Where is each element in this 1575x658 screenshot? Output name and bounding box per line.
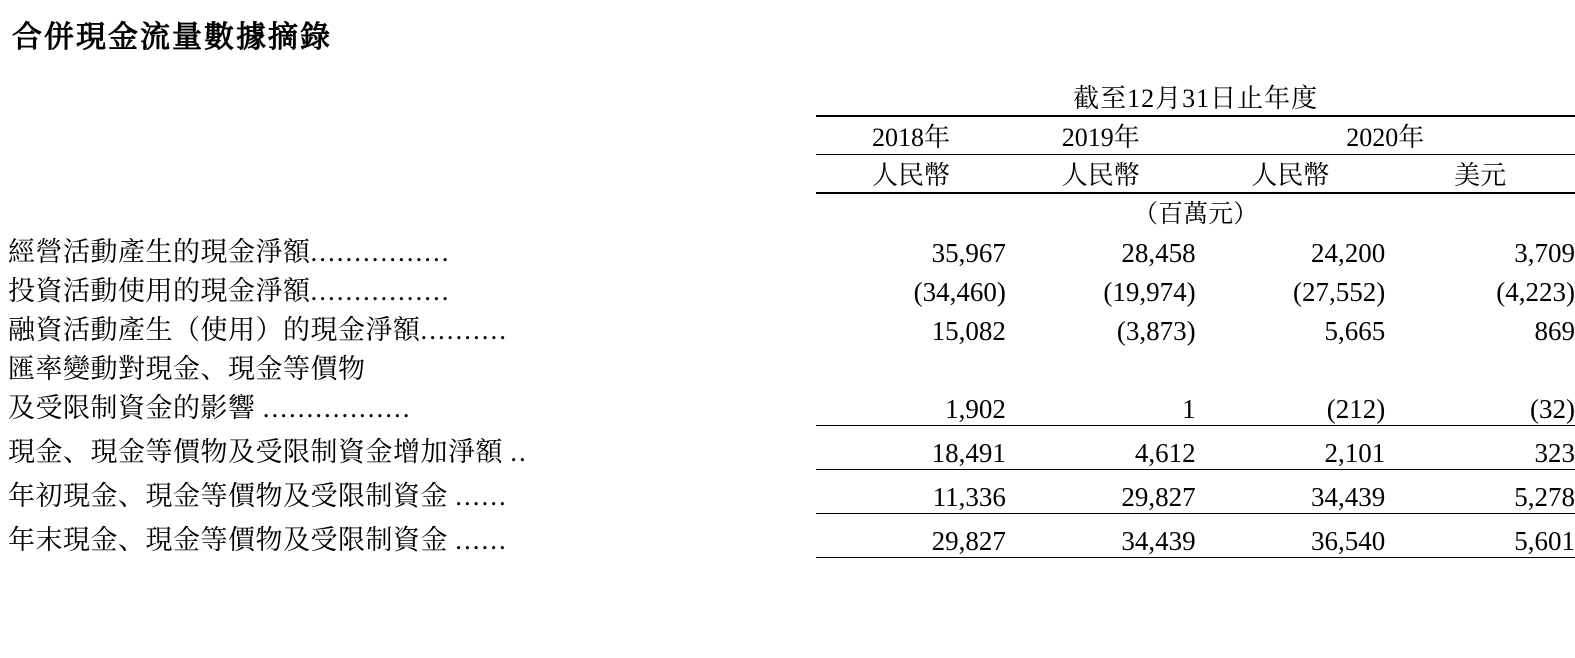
cell-value: (34,460) — [913, 277, 1006, 307]
row-label — [8, 425, 802, 469]
row-label-text: 及受限制資金的影響 — [8, 393, 256, 423]
cell-value: 29,827 — [816, 513, 1006, 557]
cell-value: 35,967 — [931, 238, 1006, 268]
cell-value: (27,552) — [1293, 277, 1386, 307]
cell-value: 3,709 — [1514, 238, 1575, 268]
row-label — [8, 469, 802, 513]
table-row — [8, 347, 1575, 386]
cell-value: 5,601 — [1385, 513, 1575, 557]
cell-value: 34,439 — [1196, 469, 1386, 513]
period-header: 截至12月31日止年度 — [816, 78, 1575, 116]
row-label-text: 年初現金、現金等價物及受限制資金 — [8, 481, 448, 511]
page-title: 合併現金流量數據摘錄 — [12, 21, 332, 54]
cell-value: 11,336 — [816, 469, 1006, 513]
table-unit-row — [8, 193, 1575, 230]
row-leader: ................. — [262, 393, 412, 423]
cell-value — [1196, 347, 1386, 386]
cell-value: 1,902 — [945, 393, 1006, 424]
cell-value — [1385, 347, 1575, 386]
year-header-2019: 2019年 — [1006, 116, 1196, 155]
cell-value — [816, 347, 1006, 386]
row-spacer — [802, 230, 816, 269]
row-label-text: 年末現金、現金等價物及受限制資金 — [8, 525, 448, 555]
row-label — [8, 513, 802, 557]
cell-value: 18,491 — [816, 425, 1006, 469]
row-spacer — [802, 347, 816, 386]
table-row — [8, 425, 1575, 469]
year-header-2020: 2020年 — [1196, 116, 1575, 155]
row-label — [8, 386, 802, 425]
row-leader: .. — [510, 437, 528, 467]
row-label-text: 投資活動使用的現金淨額 — [8, 276, 311, 306]
row-leader: ................ — [310, 237, 451, 267]
header-spacer — [802, 78, 816, 116]
table-row — [8, 308, 1575, 347]
table-header-period-row — [8, 78, 1575, 116]
row-label — [8, 347, 802, 386]
row-spacer — [802, 469, 816, 513]
cell-value: 5,665 — [1324, 316, 1386, 346]
table-row — [8, 230, 1575, 269]
row-label — [8, 269, 802, 308]
cell-value: (19,974) — [1103, 277, 1196, 307]
row-leader: .......... — [420, 315, 508, 345]
cell-value: (4,223) — [1496, 277, 1575, 307]
row-label-text: 融資活動產生（使用）的現金淨額 — [8, 315, 421, 345]
cell-value: 323 — [1385, 425, 1575, 469]
currency-header-2018: 人民幣 — [816, 155, 1006, 194]
row-spacer — [802, 513, 816, 557]
header-spacer-2 — [802, 116, 816, 155]
row-label-text: 匯率變動對現金、現金等價物 — [8, 354, 366, 384]
cell-value: 5,278 — [1385, 469, 1575, 513]
cell-value: (212) — [1326, 393, 1386, 424]
unit-note: （百萬元） — [1133, 201, 1259, 228]
row-leader: ................ — [310, 276, 451, 306]
header-empty-label — [8, 78, 802, 116]
currency-header-2020-rmb: 人民幣 — [1196, 155, 1386, 194]
row-label-text: 現金、現金等價物及受限制資金增加淨額 — [8, 437, 503, 467]
cell-value: 869 — [1534, 316, 1575, 346]
cell-value — [1006, 347, 1196, 386]
row-label-text: 經營活動產生的現金淨額 — [8, 237, 311, 267]
cell-value: 15,082 — [931, 316, 1006, 346]
cell-value: (32) — [1530, 393, 1575, 424]
table-row — [8, 386, 1575, 425]
header-empty-label-2 — [8, 116, 802, 155]
row-spacer — [802, 386, 816, 425]
row-spacer — [802, 425, 816, 469]
cash-flow-table — [8, 78, 1575, 558]
table-row — [8, 469, 1575, 513]
row-leader: ...... — [455, 481, 508, 511]
cell-value: 1 — [1182, 393, 1196, 424]
row-spacer — [802, 269, 816, 308]
cell-value: 2,101 — [1196, 425, 1386, 469]
cell-value: 4,612 — [1006, 425, 1196, 469]
unit-spacer — [802, 193, 816, 230]
cell-value: 29,827 — [1006, 469, 1196, 513]
year-header-2018: 2018年 — [816, 116, 1006, 155]
unit-empty-label — [8, 193, 802, 230]
table-row — [8, 513, 1575, 557]
cell-value: (3,873) — [1116, 316, 1196, 346]
row-label — [8, 230, 802, 269]
table-header-currency-row — [8, 155, 1575, 194]
currency-header-2020-usd: 美元 — [1385, 155, 1575, 194]
cell-value: 36,540 — [1196, 513, 1386, 557]
cell-value: 24,200 — [1311, 238, 1386, 268]
cell-value: 34,439 — [1006, 513, 1196, 557]
cell-value: 28,458 — [1121, 238, 1196, 268]
table-row — [8, 269, 1575, 308]
currency-header-2019: 人民幣 — [1006, 155, 1196, 194]
row-spacer — [802, 308, 816, 347]
header-spacer-3 — [802, 155, 816, 194]
header-empty-label-3 — [8, 155, 802, 194]
table-header-year-row — [8, 116, 1575, 155]
row-leader: ...... — [455, 525, 508, 555]
row-label — [8, 308, 802, 347]
